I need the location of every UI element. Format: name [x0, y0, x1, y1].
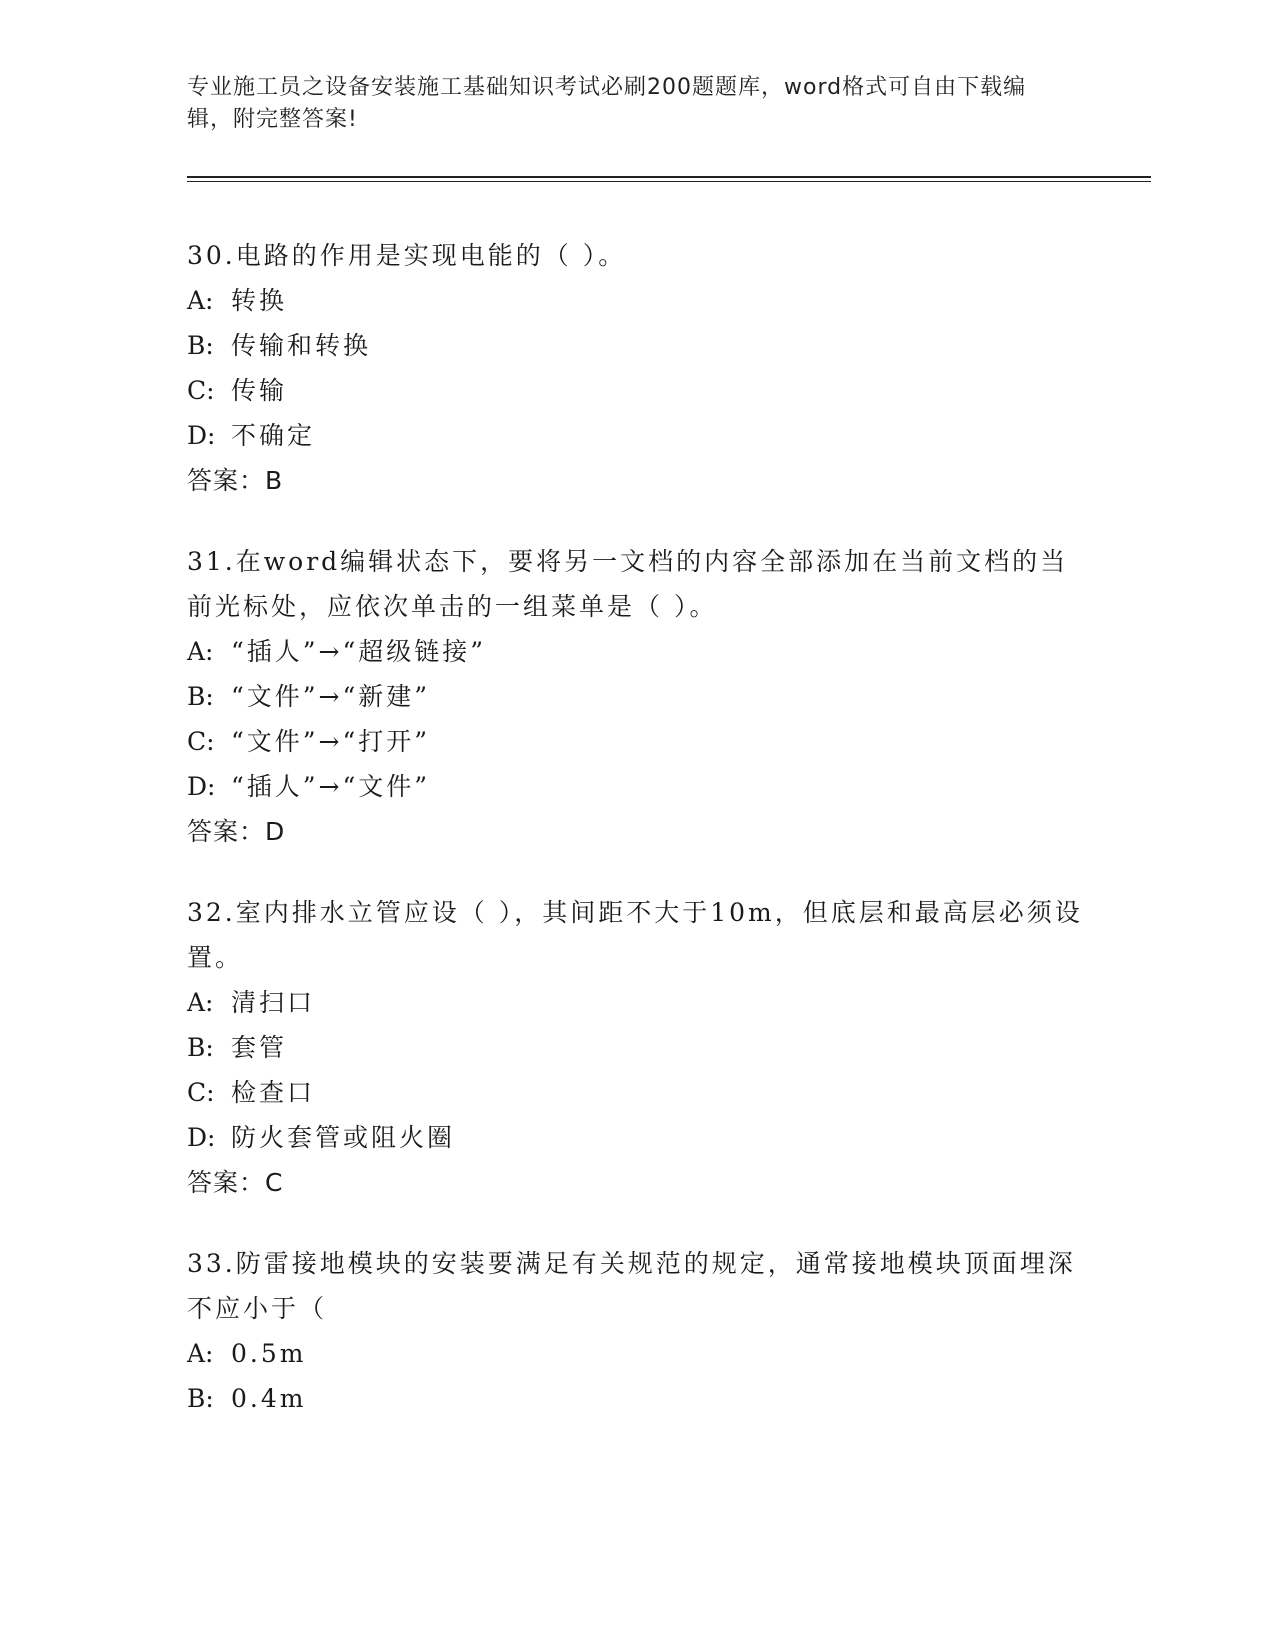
question-text: 32.室内排水立管应设（ ），其间距不大于10m，但底层和最高层必须设置。	[187, 898, 1083, 972]
question-31	[187, 539, 1087, 854]
option-text: “文件”→“新建”	[231, 682, 431, 711]
option-text: “插人”→“文件”	[231, 772, 431, 801]
option-text: “文件”→“打开”	[231, 727, 431, 756]
question-text: 33.防雷接地模块的安装要满足有关规范的规定，通常接地模块顶面埋深不应小于（	[187, 1249, 1076, 1323]
option-text: 套管	[231, 1033, 288, 1062]
question-30	[187, 233, 1087, 503]
option-letter: D:	[187, 1123, 216, 1152]
option-b	[187, 323, 1087, 368]
option-letter: B:	[187, 1384, 214, 1413]
document-header	[187, 72, 1067, 136]
question-list	[187, 233, 1087, 1457]
option-letter: A:	[187, 286, 214, 315]
option-b	[187, 1376, 1087, 1421]
answer-line: 答案：D	[187, 817, 286, 846]
option-letter: A:	[187, 1339, 214, 1368]
header-divider-thin	[187, 181, 1151, 182]
option-letter: B:	[187, 682, 214, 711]
option-letter: C:	[187, 727, 215, 756]
option-text: 0.5m	[231, 1339, 307, 1368]
question-32	[187, 890, 1087, 1205]
option-letter: B:	[187, 331, 214, 360]
option-d	[187, 764, 1087, 809]
option-a	[187, 278, 1087, 323]
option-text: 传输	[231, 376, 288, 405]
answer-line: 答案：B	[187, 466, 284, 495]
option-text: 转换	[231, 286, 288, 315]
option-d	[187, 413, 1087, 458]
option-letter: C:	[187, 1078, 215, 1107]
header-divider-thick	[187, 176, 1151, 178]
option-letter: A:	[187, 637, 214, 666]
option-a	[187, 980, 1087, 1025]
option-text: “插人”→“超级链接”	[231, 637, 487, 666]
option-text: 不确定	[231, 421, 316, 450]
option-text: 0.4m	[231, 1384, 307, 1413]
option-a	[187, 629, 1087, 674]
option-text: 防火套管或阻火圈	[231, 1123, 456, 1152]
question-33	[187, 1241, 1087, 1421]
option-letter: D:	[187, 421, 216, 450]
header-title: 专业施工员之设备安装施工基础知识考试必刷200题题库，word格式可自由下载编辑，附完整答案!	[187, 75, 1027, 132]
option-letter: B:	[187, 1033, 214, 1062]
question-text: 30.电路的作用是实现电能的（ ）。	[187, 241, 627, 270]
option-c	[187, 1070, 1087, 1115]
option-b	[187, 674, 1087, 719]
option-letter: C:	[187, 376, 215, 405]
option-a	[187, 1331, 1087, 1376]
option-letter: D:	[187, 772, 216, 801]
option-d	[187, 1115, 1087, 1160]
question-text: 31.在word编辑状态下，要将另一文档的内容全部添加在当前文档的当前光标处，应依次单击的一组菜单是（ ）。	[187, 547, 1069, 621]
option-letter: A:	[187, 988, 214, 1017]
option-c	[187, 719, 1087, 764]
option-c	[187, 368, 1087, 413]
option-b	[187, 1025, 1087, 1070]
answer-line: 答案：C	[187, 1168, 284, 1197]
option-text: 清扫口	[231, 988, 316, 1017]
option-text: 检查口	[231, 1078, 316, 1107]
option-text: 传输和转换	[231, 331, 372, 360]
